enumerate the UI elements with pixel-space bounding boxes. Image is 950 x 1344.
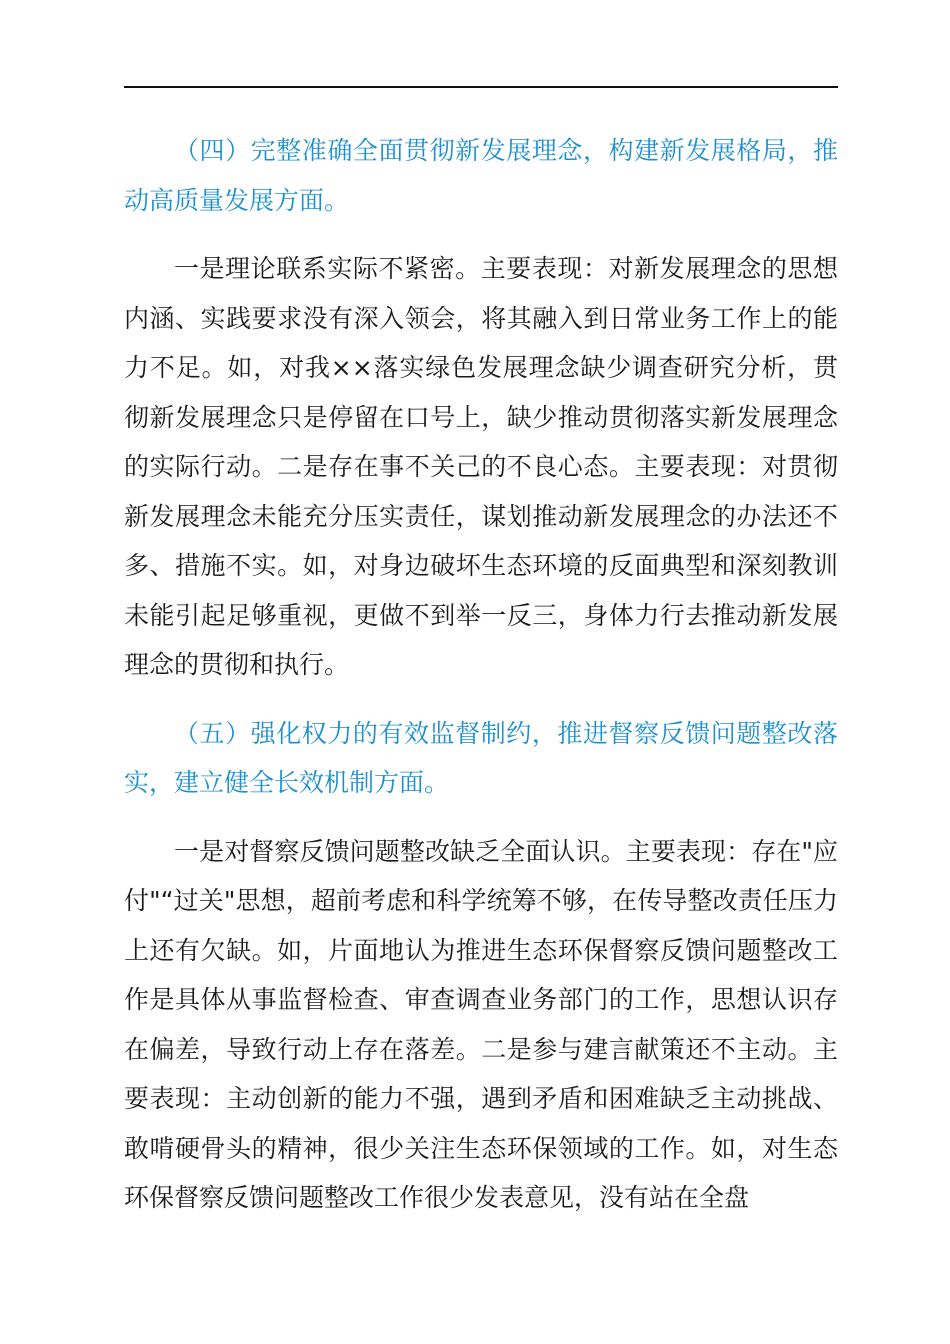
section-5-body: 一是对督察反馈问题整改缺乏全面认识。主要表现：存在"应付"“过关"思想，超前考虑和科学统筹不够，在传导整改责任压力上还有欠缺。如，片面地认为推进生态环保督察反馈问题整改工作是具体从事监督检查、审查调查业务部门的工作，思想认识存在偏差，导致行动上存在落差。二是参与建言献策还不主动。主要表现：主动创新的能力不强，遇到矛盾和困难缺乏主动挑战、敢啃硬骨头的精神，很少关注生态环保领域的工作。如，对生态环保督察反馈问题整改工作很少发表意见，没有站在全盘 [124, 836, 838, 1212]
header-rule [124, 86, 838, 88]
section-5-heading: （五）强化权力的有效监督制约，推进督察反馈问题整改落实，建立健全长效机制方面。 [124, 718, 838, 797]
section-4-heading: （四）完整准确全面贯彻新发展理念，构建新发展格局，推动高质量发展方面。 [124, 136, 838, 215]
document-body [124, 126, 838, 1242]
section-4-body: 一是理论联系实际不紧密。主要表现：对新发展理念的思想内涵、实践要求没有深入领会，将其融入到日常业务工作上的能力不足。如，对我××落实绿色发展理念缺少调查研究分析，贯彻新发展理念只是停留在口号上，缺少推动贯彻落实新发展理念的实际行动。二是存在事不关己的不良心态。主要表现：对贯彻新发展理念未能充分压实责任，谋划推动新发展理念的办法还不多、措施不实。如，对身边破坏生态环境的反面典型和深刻教训未能引起足够重视，更做不到举一反三，身体力行去推动新发展理念的贯彻和执行。 [124, 254, 838, 679]
